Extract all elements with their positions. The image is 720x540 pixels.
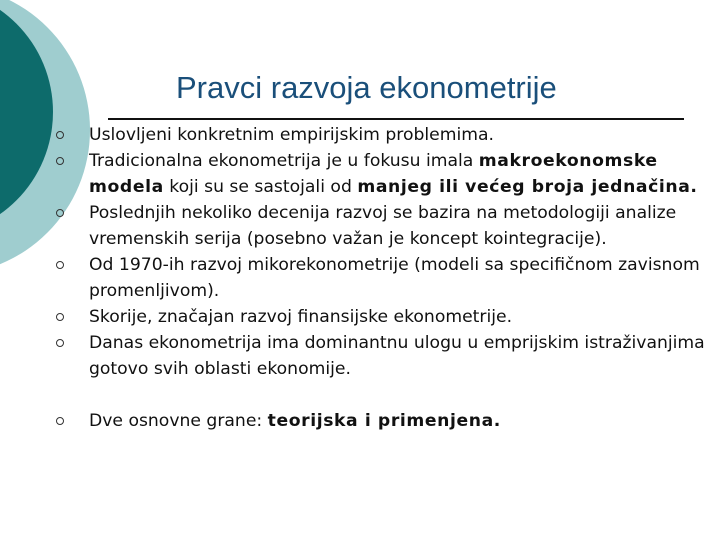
bullet-text: Skorije, značajan razvoj finansijske ekonometrije. <box>89 307 513 327</box>
bullet-item <box>56 122 706 148</box>
bullet-marker-icon <box>56 339 64 347</box>
bullet-item <box>56 148 706 200</box>
bullet-item <box>56 330 706 382</box>
bullet-text: Tradicionalna ekonometrija je u fokusu imala <box>89 151 479 171</box>
bullet-marker-icon <box>56 313 64 321</box>
bullet-bold-text: teorijska i primenjena. <box>267 411 501 431</box>
bullet-text: Uslovljeni konkretnim empirijskim problemima. <box>89 125 494 145</box>
bullet-text: Od 1970-ih razvoj mikorekonometrije (modeli sa specifičnom zavisnom promenljivom). <box>89 255 700 301</box>
bullet-item <box>56 200 706 252</box>
bullet-item <box>56 252 706 304</box>
bullet-text: koji su se sastojali od <box>163 177 358 197</box>
slide-title: Pravci razvoja ekonometrije <box>176 70 557 105</box>
bullet-marker-icon <box>56 157 64 165</box>
title-underline <box>108 118 684 120</box>
bullet-item <box>56 304 706 330</box>
bullet-text: Danas ekonometrija ima dominantnu ulogu u emprijskim istraživanjima gotovo svih oblasti ekonomije. <box>89 333 705 379</box>
bullet-item <box>56 408 706 434</box>
bullet-marker-icon <box>56 261 64 269</box>
bullet-marker-icon <box>56 131 64 139</box>
bullet-bold-text: makroekonomske modela <box>89 151 658 197</box>
bullet-marker-icon <box>56 417 64 425</box>
bullet-text: Dve osnovne grane: <box>89 411 268 431</box>
bullet-bold-text: manjeg ili većeg broja jednačina. <box>357 177 698 197</box>
bullet-marker-icon <box>56 209 64 217</box>
bullet-text: Poslednjih nekoliko decenija razvoj se bazira na metodologiji analize vremenskih serija (posebno važan je koncept kointegracije). <box>89 203 677 249</box>
bullet-list <box>56 122 706 434</box>
